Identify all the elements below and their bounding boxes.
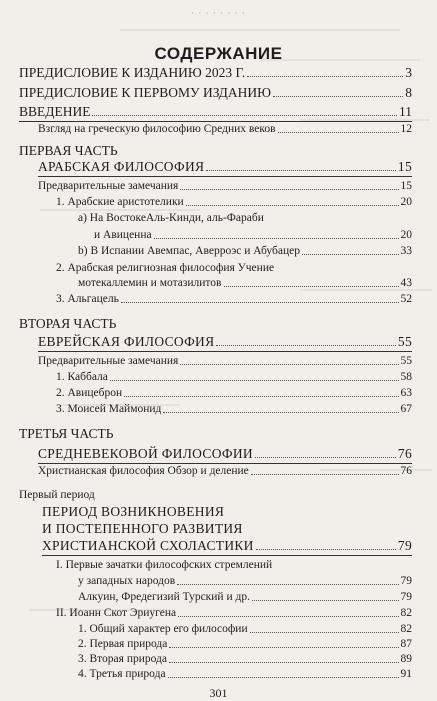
toc-entry-title: 2. Первая природа [78, 638, 168, 650]
toc-entry-page: 52 [400, 293, 412, 305]
dot-leader [252, 600, 399, 601]
dot-leader [180, 189, 398, 190]
toc-entry-page: 79 [397, 538, 412, 553]
toc-entry [19, 105, 412, 119]
toc-entry-page: 15 [397, 159, 412, 174]
toc-entry-page: 63 [400, 387, 412, 399]
part-label: ПЕРВАЯ ЧАСТЬ [19, 143, 118, 158]
toc-entry [78, 669, 412, 681]
page-number: 301 [209, 686, 228, 700]
toc-entry-page: 87 [400, 638, 412, 650]
toc-entry [78, 246, 412, 258]
dot-leader [278, 132, 399, 133]
toc-entry-title: Предварительные замечания [38, 180, 179, 192]
toc-entry-title: И ПОСТЕПЕННОГО РАЗВИТИЯ [42, 521, 243, 536]
toc-entry-title: ПРЕДИСЛОВИЕ К ИЗДАНИЮ 2023 Г. [19, 65, 246, 80]
toc-entry [78, 576, 412, 588]
toc-entry-page: 82 [400, 623, 412, 635]
toc-entry-title: 1. Каббала [56, 371, 108, 383]
toc-entry-page: 20 [400, 196, 412, 208]
toc-entry-page: 8 [405, 85, 412, 100]
running-head: · · · · · · · · [191, 8, 246, 18]
dot-leader [251, 474, 399, 475]
dot-leader [169, 647, 398, 648]
section-rule [42, 555, 412, 556]
toc-entry-page: 55 [397, 334, 412, 349]
dot-leader [250, 632, 399, 633]
toc-entry-title: СРЕДНЕВЕКОВОЙ ФИЛОСОФИИ [38, 446, 253, 461]
toc-entry-page: 91 [400, 668, 412, 680]
toc-entry [56, 388, 412, 400]
toc-entry-title: АРАБСКАЯ ФИЛОСОФИЯ [38, 159, 205, 174]
dot-leader [178, 616, 398, 617]
toc-entry [56, 294, 412, 306]
toc-entry-page: 76 [400, 465, 412, 477]
toc-entry-page: 67 [400, 403, 412, 415]
toc-entry-page: 76 [397, 446, 412, 461]
toc-entry-title: I. Первые зачатки философских стремлений [56, 559, 273, 571]
section-rule [38, 351, 412, 352]
toc-entry-title: 2. Арабская религиозная философия Учение [56, 262, 275, 274]
toc-entry-page: 20 [400, 229, 412, 241]
toc-entry-page: 55 [400, 355, 412, 367]
dot-leader [154, 238, 399, 239]
dot-leader [302, 254, 399, 255]
toc-entry [56, 404, 412, 416]
toc-entry-page: 58 [400, 371, 412, 383]
toc-entry [38, 124, 412, 136]
toc-entry-title: Христианская философия Обзор и деление [38, 465, 249, 477]
toc-entry-page: 79 [400, 575, 412, 587]
toc-entry [78, 624, 412, 636]
toc-entry-title: ВВЕДЕНИЕ [19, 104, 91, 119]
dot-leader [186, 205, 399, 206]
toc-entry [56, 608, 412, 620]
dot-leader [124, 396, 398, 397]
dot-leader [224, 286, 399, 287]
toc-entry-page: 12 [400, 123, 412, 135]
toc-entry-page: 15 [400, 180, 412, 192]
toc-entry-title: а) На ВостокеАль-Кинди, аль-Фараби [78, 212, 264, 224]
section-rule [38, 463, 412, 464]
toc-entry [56, 197, 412, 209]
toc-entry-title: 3. Альгацель [56, 293, 119, 305]
toc-entry-title: ЕВРЕЙСКАЯ ФИЛОСОФИЯ [38, 334, 215, 349]
toc-entry [38, 356, 412, 368]
toc-entry [78, 639, 412, 651]
toc-entry-title: II. Иоанн Скот Эриугена [56, 607, 177, 619]
toc-entry-title: b) В Испании Авемпас, Аверроэс и Абубацер [78, 245, 300, 257]
toc-entry-title: 3. Моисей Маймонид [56, 403, 162, 415]
dot-leader [169, 662, 399, 663]
dot-leader [168, 677, 399, 678]
toc-entry-title: мотекаллемин и мотазилитов [78, 277, 222, 289]
toc-entry [56, 372, 412, 384]
toc-entry-title: 1. Общий характер его философии [78, 623, 248, 635]
toc-entry-title: 1. Арабские аристотелики [56, 196, 184, 208]
dot-leader [177, 584, 398, 585]
toc-entry [78, 654, 412, 666]
toc-entry [78, 278, 412, 290]
toc-entry [38, 181, 412, 193]
toc-entry-page: 79 [400, 591, 412, 603]
part-label: ВТОРАЯ ЧАСТЬ [19, 316, 117, 331]
dot-leader [163, 412, 398, 413]
dot-leader [206, 170, 396, 171]
period-label: Первый период [19, 489, 95, 501]
toc-entry-title: ПРЕДИСЛОВИЕ К ПЕРВОМУ ИЗДАНИЮ [19, 85, 272, 100]
toc-entry [38, 160, 412, 174]
toc-entry-title: Алкуин, Фредегизий Турский и др. [78, 591, 250, 603]
toc-entry-title: 3. Вторая природа [78, 653, 167, 665]
toc-entry-page: 89 [400, 653, 412, 665]
part-label: ТРЕТЬЯ ЧАСТЬ [19, 426, 114, 441]
toc-entry [19, 86, 412, 100]
dot-leader [256, 549, 396, 550]
toc-entry-title: и Авиценна [94, 229, 152, 241]
toc-entry [38, 447, 412, 461]
page-title: СОДЕРЖАНИЕ [154, 44, 283, 63]
toc-entry-title: у западных народов [78, 575, 176, 587]
toc-entry-title: ХРИСТИАНСКОЙ СХОЛАСТИКИ [42, 538, 254, 553]
toc-entry-page: 11 [399, 104, 412, 119]
toc-entry [42, 539, 412, 553]
toc-entry [78, 592, 412, 604]
dot-leader [273, 96, 403, 97]
dot-leader [216, 345, 395, 346]
dot-leader [121, 302, 399, 303]
toc-entry [94, 230, 412, 242]
dot-leader [92, 115, 397, 116]
toc-entry [38, 466, 412, 478]
toc-entry-page: 3 [405, 65, 412, 80]
toc-entry-page: 43 [400, 277, 412, 289]
dot-leader [110, 380, 399, 381]
dot-leader [180, 364, 398, 365]
toc-entry-page: 82 [400, 607, 412, 619]
toc-entry-title: 4. Третья природа [78, 668, 166, 680]
dot-leader [255, 457, 396, 458]
dot-leader [247, 76, 403, 77]
toc-entry-title: ПЕРИОД ВОЗНИКНОВЕНИЯ [42, 504, 225, 519]
toc-entry-page: 33 [400, 245, 412, 257]
toc-entry [38, 335, 412, 349]
toc-entry-title: Предварительные замечания [38, 355, 179, 367]
toc-entry-title: 2. Авицеброн [56, 387, 123, 399]
section-rule [38, 176, 412, 177]
toc-entry [19, 66, 412, 80]
section-rule [19, 121, 412, 122]
toc-entry-title: Взгляд на греческую философию Средних веков [38, 123, 276, 135]
